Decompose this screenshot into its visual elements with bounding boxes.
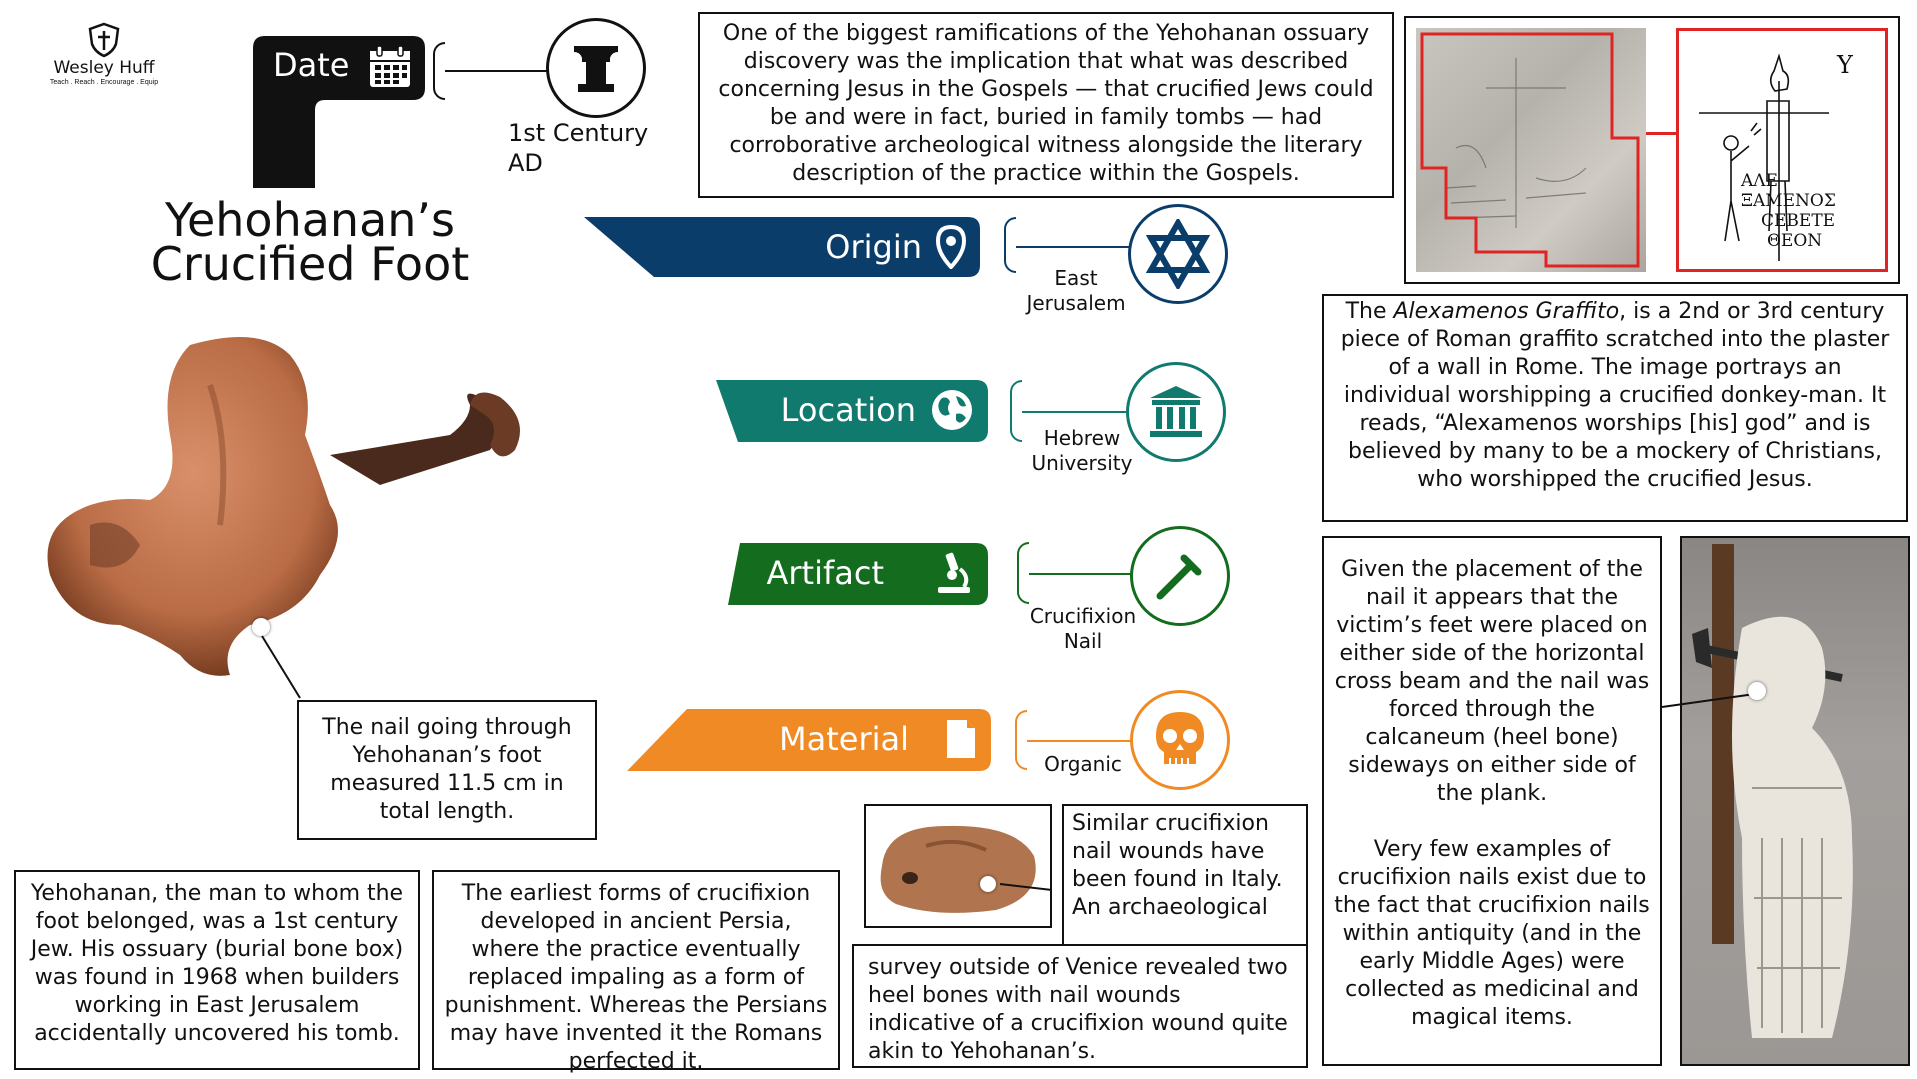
brand-name: Wesley Huff xyxy=(53,58,155,78)
graffito-panel xyxy=(1404,16,1900,284)
brand-logo xyxy=(44,22,164,102)
map-pin-icon xyxy=(936,225,966,269)
date-label: Date xyxy=(273,46,350,84)
material-banner xyxy=(627,709,991,769)
date-connector xyxy=(445,70,548,72)
page-title: Yehohanan’s Crucified Foot xyxy=(150,193,470,291)
graffito-drawing xyxy=(1676,28,1888,272)
ramifications-note: One of the biggest ramifications of the Yehohanan ossuary discovery was the implication that what was described concerning Jesus in the Gospels — that crucified Jews could be and were in fact, buried in family tombs — had corroborative archeological witness alongside the literary description of the practice within the Gospels. xyxy=(698,12,1394,198)
pillar-icon xyxy=(566,38,626,98)
brand-tagline: Teach . Reach . Encourage . Equip xyxy=(49,79,159,86)
graffito-inscription: ΑΛΕ ΞΑΜΕΝΟΣ ϹΕΒΕΤΕ ΘΕΟΝ xyxy=(1741,171,1836,251)
material-circle xyxy=(1130,690,1230,790)
star-of-david-icon xyxy=(1143,219,1213,289)
persia-note: The earliest forms of crucifixion developed in ancient Persia, where the practice eventually replaced impaling as a form of punishment. Whereas the Persians may have invented it the Romans perfected it. xyxy=(432,870,840,1070)
origin-label: Origin xyxy=(825,228,922,266)
graffito-photo xyxy=(1416,28,1646,272)
shield-icon xyxy=(87,22,121,58)
skeleton-pin-marker xyxy=(1748,682,1766,700)
calendar-icon xyxy=(367,44,413,90)
location-value: Hebrew University xyxy=(1031,426,1133,475)
globe-icon xyxy=(930,388,974,432)
origin-banner xyxy=(584,217,980,277)
date-value: 1st Century AD xyxy=(508,119,649,177)
foot-skeleton-image xyxy=(1680,536,1910,1066)
nail-icon xyxy=(1150,546,1210,606)
artifact-banner xyxy=(728,543,988,603)
heel-bone-photo xyxy=(864,804,1052,928)
date-bracket xyxy=(433,42,445,100)
graffito-letter-y: Υ xyxy=(1837,51,1853,79)
location-label: Location xyxy=(780,391,916,429)
skull-icon xyxy=(1152,710,1208,770)
microscope-icon xyxy=(934,551,974,595)
date-badge xyxy=(253,36,425,188)
italy-note-bottom: survey outside of Venice revealed two heel bones with nail wounds indicative of a crucifixion wound quite akin to Yehohanan’s. xyxy=(852,944,1308,1068)
museum-icon xyxy=(1146,382,1206,442)
date-circle xyxy=(546,18,646,118)
document-icon xyxy=(945,718,977,760)
nail-length-note: The nail going through Yehohanan’s foot measured 11.5 cm in total length. xyxy=(297,700,597,840)
placement-note: Given the placement of the nail it appears that the victim’s feet were placed on either side of the horizontal cross beam and the nail was forced through the calcaneum (heel bone) sideways on either side of the plank. Very few examples of crucifixion nails exist due to the fact that crucifixion nails within antiquity (and in the early Middle Ages) were collected as medicinal and magical items. xyxy=(1322,536,1662,1066)
origin-value: East Jerusalem xyxy=(1026,266,1126,315)
artifact-value: Crucifixion Nail xyxy=(1029,604,1137,653)
graffito-note: The Alexamenos Graffito, is a 2nd or 3rd century piece of Roman graffito scratched into the plaster of a wall in Rome. The image portrays an individual worshipping a crucified donkey-man. It reads, “Alexamenos worships [his] god” and is believed by many to be a mockery of Christians, who worshipped the crucified Jesus. xyxy=(1322,294,1908,522)
italy-note-top: Similar crucifixion nail wounds have been found in Italy. An archaeological xyxy=(1062,804,1308,946)
location-banner xyxy=(716,380,988,440)
artifact-label: Artifact xyxy=(766,554,884,592)
material-value: Organic xyxy=(1044,752,1122,776)
origin-circle xyxy=(1128,204,1228,304)
material-label: Material xyxy=(779,720,909,758)
heel-pin-marker xyxy=(980,876,996,892)
yehohanan-note: Yehohanan, the man to whom the foot belonged, was a 1st century Jew. His ossuary (burial bone box) was found in 1968 when builders working in East Jerusalem accidentally uncovered his tomb. xyxy=(14,870,420,1070)
